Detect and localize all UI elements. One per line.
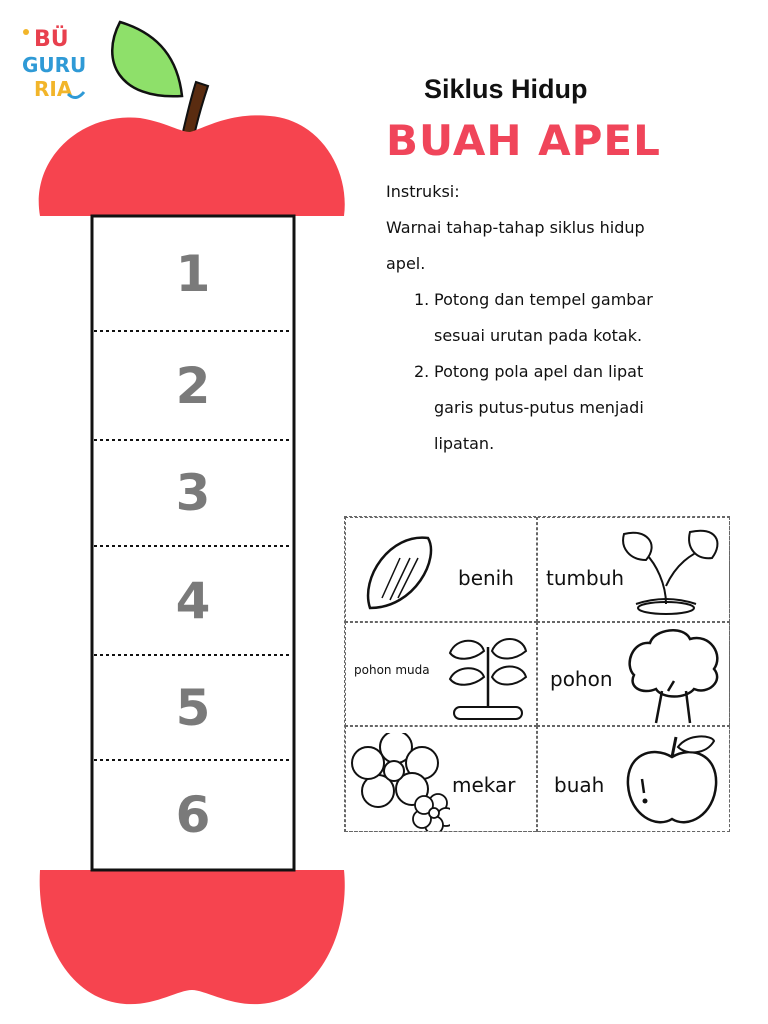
step-line: garis putus-putus menjadi — [434, 398, 644, 417]
strip-box-5 — [92, 655, 294, 760]
young-plant-icon — [446, 627, 530, 723]
strip-number: 1 — [175, 245, 211, 303]
apple-icon — [622, 731, 722, 831]
step-index: 2. — [414, 362, 430, 381]
step-line: Potong pola apel dan lipat — [434, 362, 644, 381]
instruction-step — [414, 282, 706, 354]
card-buah[interactable] — [537, 726, 730, 832]
tree-icon — [624, 625, 724, 725]
instructions-intro-2: apel. — [386, 254, 426, 273]
cutout-cards — [344, 516, 730, 832]
instructions-heading: Instruksi: — [386, 182, 460, 201]
card-label: pohon — [550, 667, 613, 691]
strip-box-4 — [92, 546, 294, 655]
card-pohon-muda[interactable] — [345, 622, 537, 726]
instruction-step — [414, 354, 706, 462]
strip-number: 2 — [175, 356, 211, 415]
card-label: benih — [458, 566, 514, 590]
lifecycle-strip — [92, 217, 294, 870]
flower-icon — [350, 733, 450, 831]
seed-icon — [360, 528, 440, 618]
strip-box-2 — [92, 331, 294, 440]
strip-box-1 — [92, 217, 294, 331]
sprout-icon — [616, 524, 726, 616]
step-index: 1. — [414, 290, 430, 309]
title-subheading: Siklus Hidup — [424, 74, 588, 104]
instructions — [386, 174, 706, 462]
strip-number: 4 — [175, 571, 211, 630]
strip-box-6 — [92, 760, 294, 870]
card-label: tumbuh — [546, 566, 625, 590]
strip-number: 6 — [175, 786, 211, 844]
step-line: sesuai urutan pada kotak. — [434, 326, 643, 345]
strip-box-3 — [92, 440, 294, 546]
leaf-icon — [112, 22, 182, 96]
card-label: buah — [554, 773, 605, 797]
page-title: BUAH APEL — [386, 116, 661, 165]
apple-bottom — [40, 870, 345, 1004]
instruction-steps — [414, 282, 706, 462]
step-line: lipatan. — [434, 434, 495, 453]
card-tumbuh[interactable] — [537, 517, 730, 622]
card-label: pohon muda — [354, 663, 430, 677]
card-benih[interactable] — [345, 517, 537, 622]
card-pohon[interactable] — [537, 622, 730, 726]
strip-number: 5 — [175, 678, 211, 737]
logo-line-3: RIA — [34, 77, 73, 101]
card-label: mekar — [452, 773, 516, 797]
strip-number: 3 — [175, 464, 211, 522]
instructions-intro-1: Warnai tahap-tahap siklus hidup — [386, 218, 645, 237]
logo-line-1: BÜ — [34, 27, 69, 52]
card-mekar[interactable] — [345, 726, 537, 832]
logo-line-2: GURU — [22, 53, 87, 77]
step-line: Potong dan tempel gambar — [434, 290, 653, 309]
